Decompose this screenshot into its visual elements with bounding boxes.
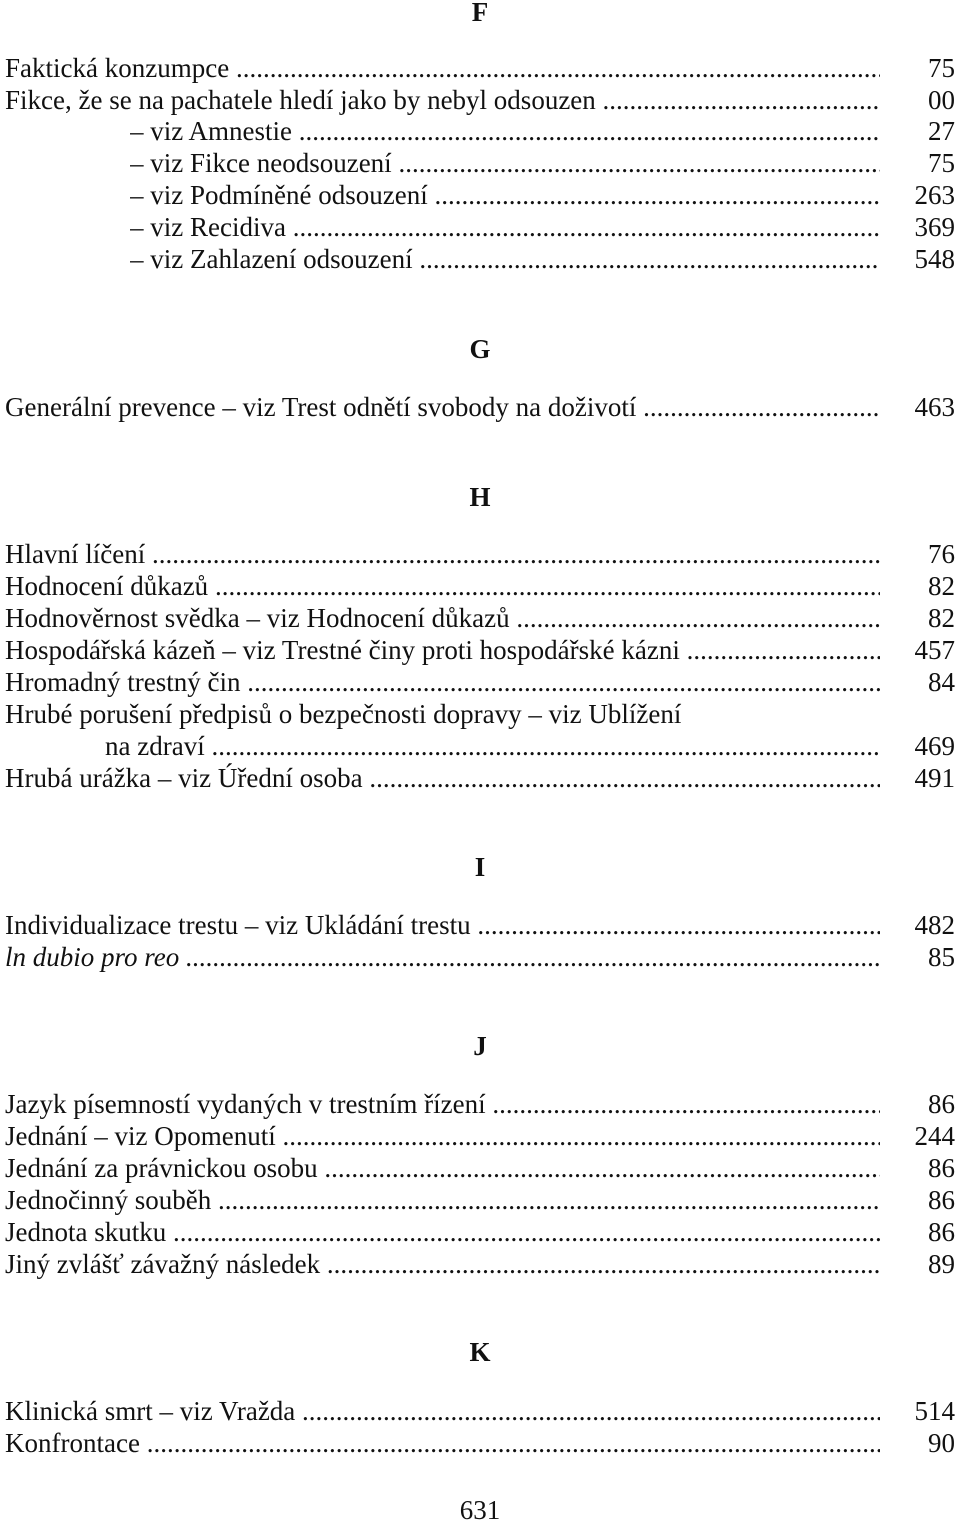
index-entry bbox=[5, 762, 955, 794]
entry-term: na zdraví ..... bbox=[105, 730, 880, 762]
entry-page: 27 bbox=[928, 116, 955, 146]
entry-term: Jednání – viz Opomenutí ..... bbox=[5, 1120, 880, 1152]
index-entry bbox=[5, 666, 955, 698]
index-entry bbox=[5, 602, 955, 634]
entry-term: Jazyk písemností vydaných v trestním řízení ..... bbox=[5, 1088, 880, 1120]
index-entry bbox=[5, 52, 955, 84]
entry-page: 514 bbox=[914, 1396, 955, 1426]
index-entry bbox=[5, 179, 955, 211]
entry-page: 86 bbox=[928, 1185, 955, 1215]
section-heading-h: H bbox=[469, 482, 491, 512]
index-entry bbox=[5, 84, 955, 116]
index-entry bbox=[5, 570, 955, 602]
entry-page: 00 bbox=[928, 85, 955, 115]
entry-page: 457 bbox=[914, 635, 955, 665]
entry-page: 491 bbox=[914, 763, 955, 793]
index-entry bbox=[5, 211, 955, 243]
section-heading-i: I bbox=[474, 852, 486, 882]
index-entry bbox=[5, 1248, 955, 1280]
index-entry bbox=[5, 909, 955, 941]
entry-term: ln dubio pro reo ..... bbox=[5, 941, 880, 973]
entry-term: Fikce, že se na pachatele hledí jako by nebyl odsouzen ..... bbox=[5, 84, 880, 116]
index-entry bbox=[5, 1152, 955, 1184]
entry-page: 86 bbox=[928, 1153, 955, 1183]
entry-page: 84 bbox=[928, 667, 955, 697]
index-entry bbox=[5, 1088, 955, 1120]
entry-term: Hodnocení důkazů ..... bbox=[5, 570, 880, 602]
index-entry bbox=[5, 243, 955, 275]
entry-page: 82 bbox=[928, 571, 955, 601]
entry-page: 548 bbox=[914, 244, 955, 274]
entry-page: 90 bbox=[928, 1428, 955, 1458]
entry-term: Generální prevence – viz Trest odnětí svobody na doživotí ..... bbox=[5, 391, 880, 423]
entry-page: 85 bbox=[928, 942, 955, 972]
section-heading-g: G bbox=[469, 334, 491, 364]
entry-term: Hospodářská kázeň – viz Trestné činy proti hospodářské kázni ..... bbox=[5, 634, 880, 666]
index-entry bbox=[5, 1427, 955, 1459]
index-entry bbox=[5, 941, 955, 973]
index-entry bbox=[5, 634, 955, 666]
entry-term: Jednočinný souběh ..... bbox=[5, 1184, 880, 1216]
entry-term: Konfrontace ..... bbox=[5, 1427, 880, 1459]
entry-term: Hodnověrnost svědka – viz Hodnocení důkazů ..... bbox=[5, 602, 880, 634]
index-entry bbox=[5, 698, 955, 730]
index-entry bbox=[5, 538, 955, 570]
entry-term: Hlavní líčení ..... bbox=[5, 538, 880, 570]
entry-page: 463 bbox=[914, 392, 955, 422]
section-heading-f: F bbox=[471, 0, 489, 27]
entry-page: 263 bbox=[914, 180, 955, 210]
index-entry bbox=[5, 1184, 955, 1216]
entry-term: Hrubé porušení předpisů o bezpečnosti dopravy – viz Ublížení bbox=[5, 699, 682, 729]
entry-page: 86 bbox=[928, 1217, 955, 1247]
entry-term: Hrubá urážka – viz Úřední osoba ..... bbox=[5, 762, 880, 794]
entry-page: 89 bbox=[928, 1249, 955, 1279]
entry-page: 75 bbox=[928, 148, 955, 178]
entry-page: 82 bbox=[928, 603, 955, 633]
section-heading-j: J bbox=[473, 1031, 487, 1061]
entry-term: Individualizace trestu – viz Ukládání trestu ..... bbox=[5, 909, 880, 941]
entry-page: 86 bbox=[928, 1089, 955, 1119]
section-heading-k: K bbox=[469, 1337, 491, 1367]
index-entry bbox=[5, 1216, 955, 1248]
index-entry bbox=[5, 115, 955, 147]
entry-term: – viz Zahlazení odsouzení ..... bbox=[130, 243, 880, 275]
entry-term: Jednání za právnickou osobu ..... bbox=[5, 1152, 880, 1184]
entry-term: – viz Podmíněné odsouzení ..... bbox=[130, 179, 880, 211]
index-entry bbox=[5, 147, 955, 179]
entry-term: – viz Amnestie ..... bbox=[130, 115, 880, 147]
index-entry bbox=[5, 1120, 955, 1152]
entry-term: Jednota skutku ..... bbox=[5, 1216, 880, 1248]
page-number: 631 bbox=[459, 1495, 501, 1525]
entry-page: 75 bbox=[928, 53, 955, 83]
entry-page: 482 bbox=[914, 910, 955, 940]
index-entry bbox=[5, 1395, 955, 1427]
entry-page: 469 bbox=[914, 731, 955, 761]
entry-term: Jiný zvlášť závažný následek ..... bbox=[5, 1248, 880, 1280]
entry-page: 244 bbox=[914, 1121, 955, 1151]
entry-page: 76 bbox=[928, 539, 955, 569]
entry-term: – viz Recidiva ..... bbox=[130, 211, 880, 243]
index-entry bbox=[5, 391, 955, 423]
index-entry bbox=[5, 730, 955, 762]
entry-term: Klinická smrt – viz Vražda ..... bbox=[5, 1395, 880, 1427]
entry-term: Hromadný trestný čin ..... bbox=[5, 666, 880, 698]
entry-term: – viz Fikce neodsouzení ..... bbox=[130, 147, 880, 179]
entry-page: 369 bbox=[914, 212, 955, 242]
entry-term: Faktická konzumpce ..... bbox=[5, 52, 880, 84]
